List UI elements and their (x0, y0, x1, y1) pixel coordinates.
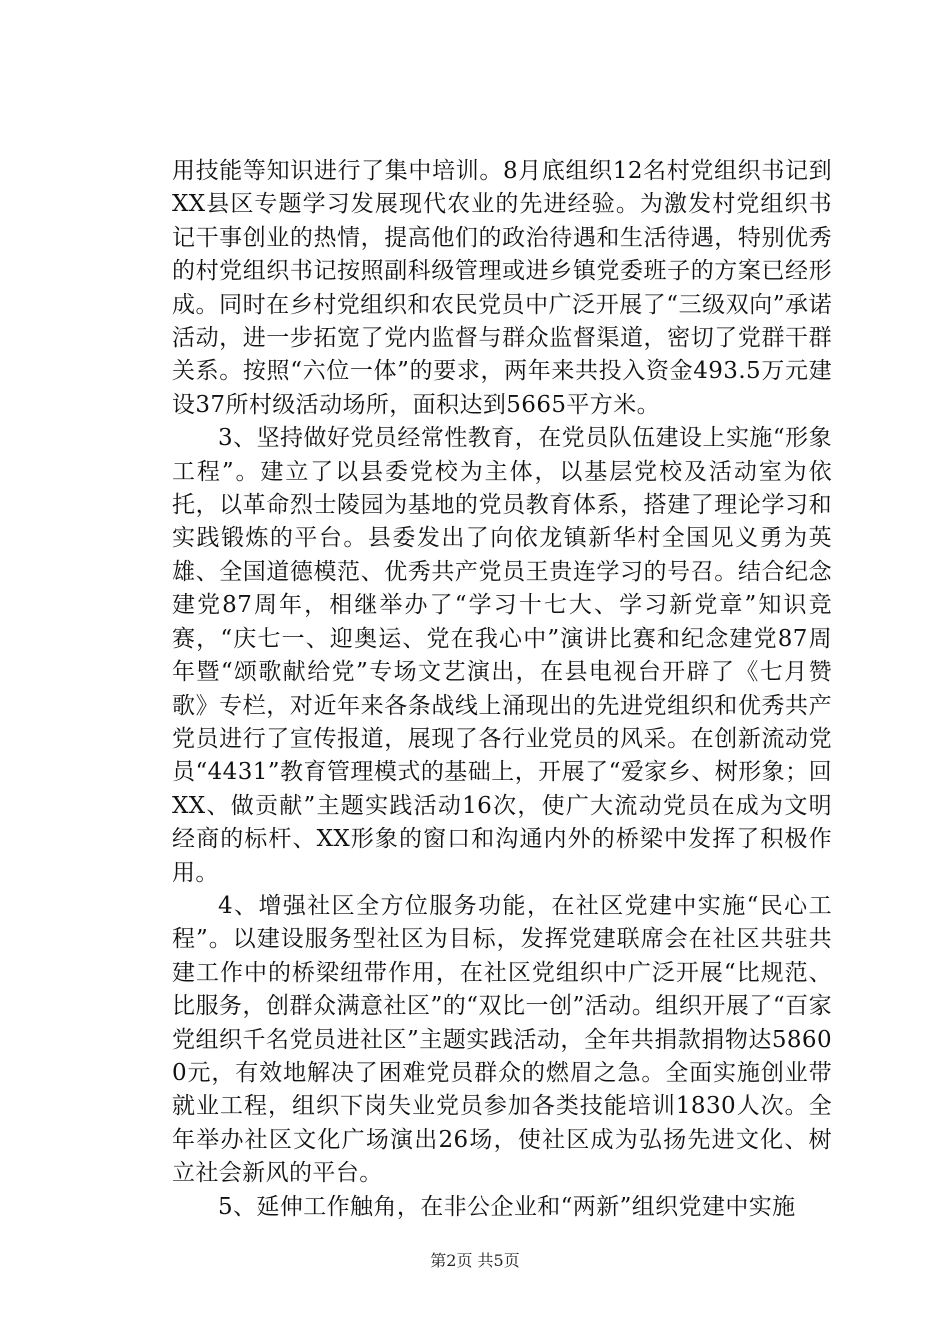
body-paragraph-party-education: 3、坚持做好党员经常性教育，在党员队伍建设上实施“形象工程”。建立了以县委党校为主体，以基层党校及活动室为依托，以革命烈士陵园为基地的党员教育体系，搭建了理论学习和实践锻炼的平台。县委发出了向依龙镇新华村全国见义勇为英雄、全国道德模范、优秀共产党员王贵连学习的号召。结合纪念建党87周年，相继举办了“学习十七大、学习新党章”知识竞赛，“庆七一、迎奥运、党在我心中”演讲比赛和纪念建党87周年暨“颂歌献给党”专场文艺演出，在县电视台开辟了《七月赞歌》专栏，对近年来各条战线上涌现出的先进党组织和优秀共产党员进行了宣传报道，展现了各行业党员的风采。在创新流动党员“4431”教育管理模式的基础上，开展了“爱家乡、树形象；回XX、做贡献”主题实践活动16次，使广大流动党员在成为文明经商的标杆、XX形象的窗口和沟通内外的桥梁中发挥了积极作用。 (172, 425, 832, 886)
page-number-footer: 第2页 共5页 (430, 1251, 520, 1270)
body-paragraph-continued: 用技能等知识进行了集中培训。8月底组织12名村党组织书记到XX县区专题学习发展现代农业的先进经验。为激发村党组织书记干事创业的热情，提高他们的政治待遇和生活待遇，特别优秀的村党组织书记按照副科级管理或进乡镇党委班子的方案已经形成。同时在乡村党组织和农民党员中广泛开展了“三级双向”承诺活动，进一步拓宽了党内监督与群众监督渠道，密切了党群干群关系。按照“六位一体”的要求，两年来共投入资金493.5万元建设37所村级活动场所，面积达到5665平方米。 (172, 158, 832, 418)
body-paragraph-community-service: 4、增强社区全方位服务功能，在社区党建中实施“民心工程”。以建设服务型社区为目标，发挥党建联席会在社区共驻共建工作中的桥梁纽带作用，在社区党组织中广泛开展“比规范、比服务，创群众满意社区”的“双比一创”活动。组织开展了“百家党组织千名党员进社区”主题实践活动，全年共捐款捐物达58600元，有效地解决了困难党员群众的燃眉之急。全面实施创业带就业工程，组织下岗失业党员参加各类技能培训1830人次。全年举办社区文化广场演出26场，使社区成为弘扬先进文化、树立社会新风的平台。 (172, 892, 832, 1187)
document-body (172, 155, 832, 1224)
body-paragraph-nonpublic-enterprise: 5、延伸工作触角，在非公企业和“两新”组织党建中实施 (218, 1193, 796, 1220)
